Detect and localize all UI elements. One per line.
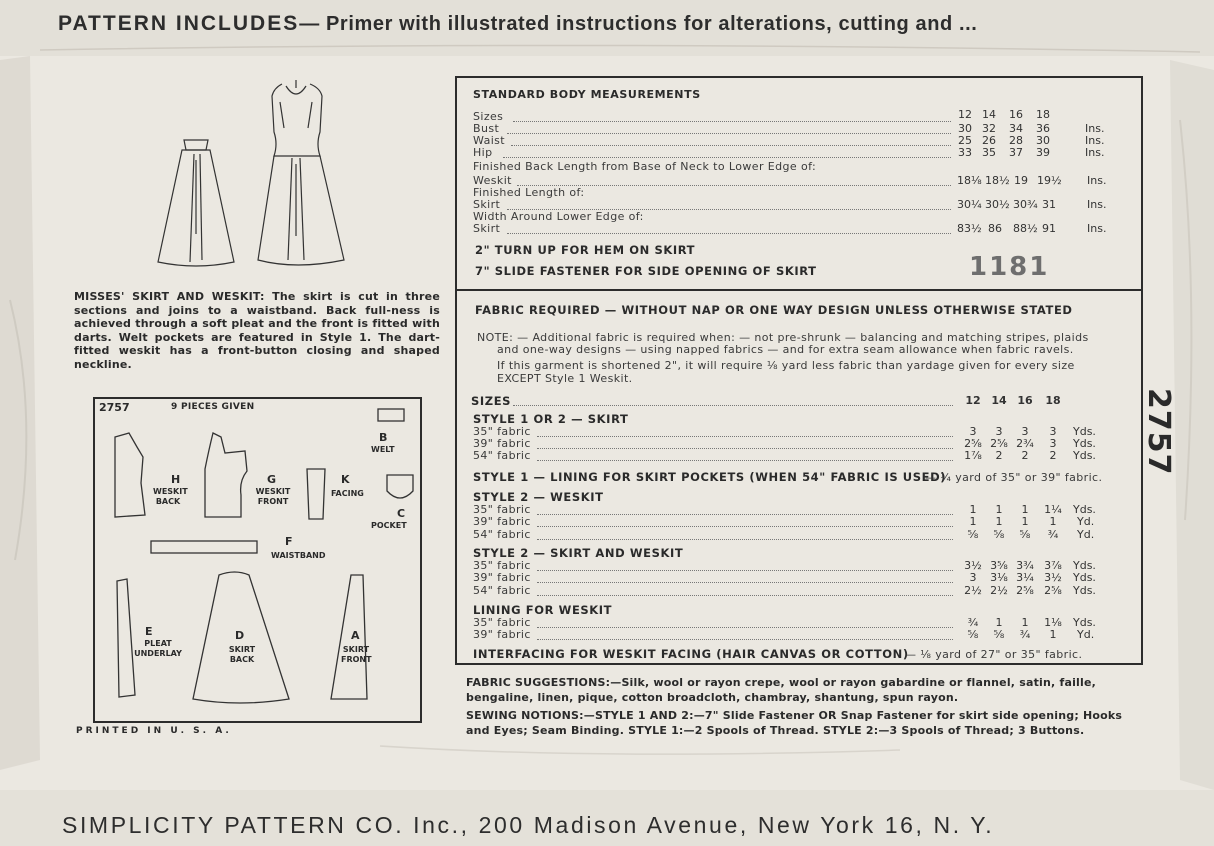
piece-h-letter: H xyxy=(171,473,181,486)
fabric-value: ⅝ xyxy=(967,628,979,641)
waist-value: 26 xyxy=(982,134,996,147)
piece-d-letter: D xyxy=(235,629,245,642)
fabric-value: 1⅛ xyxy=(1044,616,1062,629)
fabric-value: ¾ xyxy=(967,616,979,629)
fabric-value: 3 xyxy=(969,425,977,438)
skirt-width-label: Skirt xyxy=(473,222,501,235)
fabric-value: 1 xyxy=(995,503,1003,516)
fabric-note: NOTE: — Additional fabric is required when: — not pre-shrunk — balancing and matching stripes, plaids xyxy=(477,331,1089,344)
fabric-value: 1 xyxy=(1049,628,1057,641)
skirt-width-value: 86 xyxy=(988,222,1002,235)
piece-k-label: FACING xyxy=(331,489,364,498)
fabric-row-label: 35" fabric xyxy=(473,503,531,516)
piece-b-label: WELT xyxy=(371,445,395,454)
hip-label: Hip xyxy=(473,146,493,159)
fabric-value: 2¾ xyxy=(1016,437,1034,450)
bust-value: 30 xyxy=(958,122,972,135)
fabric-unit: Yds. xyxy=(1073,425,1096,438)
fabric-value: 3 xyxy=(969,571,977,584)
weskit-value: 18½ xyxy=(985,174,1010,187)
group-title: STYLE 1 OR 2 — SKIRT xyxy=(473,412,629,426)
size-14: 14 xyxy=(982,108,996,121)
hip-value: 33 xyxy=(958,146,972,159)
bust-label: Bust xyxy=(473,122,500,135)
fabric-value: 2⅝ xyxy=(1016,584,1034,597)
fabric-value: 2⅝ xyxy=(990,437,1008,450)
fabric-value: 2 xyxy=(1021,449,1029,462)
fabric-value: 3 xyxy=(1049,425,1057,438)
fabric-size: 12 xyxy=(965,394,981,407)
fabric-value: 1⅞ xyxy=(964,449,982,462)
skirt-length-value: 31 xyxy=(1042,198,1056,211)
hem-note: 2" TURN UP FOR HEM ON SKIRT xyxy=(475,243,696,257)
fabric-value: 3½ xyxy=(964,559,982,572)
fabric-value: 1¼ xyxy=(1044,503,1062,516)
pattern-pieces-diagram xyxy=(93,397,422,723)
size-16: 16 xyxy=(1009,108,1023,121)
waist-value: 25 xyxy=(958,134,972,147)
back-length-heading: Finished Back Length from Base of Neck to Lower Edge of: xyxy=(473,160,817,173)
fabric-note: and one-way designs — using napped fabrics — and for extra seam allowance when fabric ravels. xyxy=(497,343,1074,356)
fabric-value: ¾ xyxy=(1019,628,1031,641)
fabric-value: ⅝ xyxy=(967,528,979,541)
piece-g-label: WESKIT FRONT xyxy=(255,487,291,506)
skirt-width-value: 83½ xyxy=(957,222,982,235)
fabric-row-label: 54" fabric xyxy=(473,584,531,597)
fabric-value: 1 xyxy=(1021,616,1029,629)
fabric-box-bottom-rule xyxy=(455,663,1143,665)
fabric-row-label: 39" fabric xyxy=(473,571,531,584)
fabric-value: 3¼ xyxy=(1016,571,1034,584)
fabric-value: ¾ xyxy=(1047,528,1059,541)
piece-k-letter: K xyxy=(341,473,350,486)
skirt-length-value: 30¼ xyxy=(957,198,982,211)
fabric-row-label: 35" fabric xyxy=(473,559,531,572)
bust-value: 36 xyxy=(1036,122,1050,135)
style-number: 2757 xyxy=(1141,388,1176,476)
fabric-unit: Yds. xyxy=(1073,503,1096,516)
fabric-value: 3¾ xyxy=(1016,559,1034,572)
piece-g-letter: G xyxy=(267,473,277,486)
fabric-size: 14 xyxy=(991,394,1007,407)
fabric-value: 1 xyxy=(995,515,1003,528)
fabric-unit: Yds. xyxy=(1073,449,1096,462)
piece-a-label: SKIRT FRONT xyxy=(341,645,372,664)
hip-unit: Ins. xyxy=(1085,146,1105,159)
finished-length-heading: Finished Length of: xyxy=(473,186,585,199)
fabric-value: 3⅞ xyxy=(1044,559,1062,572)
fabric-value: 3⅝ xyxy=(990,559,1008,572)
bust-unit: Ins. xyxy=(1085,122,1105,135)
fabric-size: 16 xyxy=(1017,394,1033,407)
fabric-value: 3 xyxy=(995,425,1003,438)
skirt-width-value: 88½ xyxy=(1013,222,1038,235)
size-12: 12 xyxy=(958,108,972,121)
fabric-value: 1 xyxy=(969,503,977,516)
lining-pockets-title: STYLE 1 — LINING FOR SKIRT POCKETS (WHEN 54" FABRIC IS USED) xyxy=(473,470,947,484)
piece-h-label: WESKIT BACK xyxy=(153,487,188,506)
fabric-suggestions: FABRIC SUGGESTIONS:—Silk, wool or rayon crepe, wool or rayon gabardine or flannel, satin, faille, bengaline, linen, pique, cotton broadcloth, chambray, shantung, spun rayon. xyxy=(466,676,1097,704)
fabric-value: ⅝ xyxy=(993,528,1005,541)
fabric-unit: Yd. xyxy=(1077,515,1095,528)
group-title: STYLE 2 — WESKIT xyxy=(473,490,604,504)
fabric-unit: Yds. xyxy=(1073,559,1096,572)
fabric-value: 3½ xyxy=(1044,571,1062,584)
group-title: LINING FOR WESKIT xyxy=(473,603,613,617)
bust-value: 32 xyxy=(982,122,996,135)
fabric-row-label: 54" fabric xyxy=(473,528,531,541)
publisher-footer: SIMPLICITY PATTERN CO. Inc., 200 Madison Avenue, New York 16, N. Y. xyxy=(62,812,995,838)
piece-d-label: SKIRT BACK xyxy=(228,645,256,664)
fabric-row-label: 35" fabric xyxy=(473,425,531,438)
hip-value: 39 xyxy=(1036,146,1050,159)
fabric-note: EXCEPT Style 1 Weskit. xyxy=(497,372,633,385)
weskit-value: 18⅛ xyxy=(957,174,982,187)
hip-value: 37 xyxy=(1009,146,1023,159)
waist-value: 30 xyxy=(1036,134,1050,147)
fabric-note: If this garment is shortened 2", it will require ⅛ yard less fabric than yardage given for every size xyxy=(497,359,1075,372)
fabric-value: 3 xyxy=(1021,425,1029,438)
size-18: 18 xyxy=(1036,108,1050,121)
fabric-value: 1 xyxy=(995,616,1003,629)
fabric-row-label: 54" fabric xyxy=(473,449,531,462)
fabric-required-box xyxy=(455,291,1143,663)
piece-f-label: WAISTBAND xyxy=(271,551,326,560)
fabric-value: 3 xyxy=(1049,437,1057,450)
skirt-length-unit: Ins. xyxy=(1087,198,1107,211)
skirt-length-label: Skirt xyxy=(473,198,501,211)
pattern-description: MISSES' SKIRT AND WESKIT: The skirt is cut in three sections and joins to a waistband. Back full-ness is achieved through a soft pleat and the front is fitted with darts. Welt pockets are featured in Style 1. The dart-fitted weskit has a front-button closing and shaped neckline. xyxy=(74,290,440,371)
fabric-value: 2 xyxy=(995,449,1003,462)
fabric-value: 2⅝ xyxy=(1044,584,1062,597)
fastener-note: 7" SLIDE FASTENER FOR SIDE OPENING OF SKIRT xyxy=(475,264,817,278)
skirt-width-value: 91 xyxy=(1042,222,1056,235)
skirt-width-unit: Ins. xyxy=(1087,222,1107,235)
waist-label: Waist xyxy=(473,134,506,147)
fabric-value: 1 xyxy=(969,515,977,528)
measurements-title: STANDARD BODY MEASUREMENTS xyxy=(473,88,701,101)
interfacing-title: INTERFACING FOR WESKIT FACING (HAIR CANVAS OR COTTON) xyxy=(473,647,909,661)
fabric-unit: Yd. xyxy=(1077,628,1095,641)
pieces-given: 9 PIECES GIVEN xyxy=(171,402,255,412)
fabric-value: 1 xyxy=(1021,515,1029,528)
fabric-unit: Yds. xyxy=(1073,437,1096,450)
garment-illustration xyxy=(150,74,360,270)
fabric-sizes-label: SIZES xyxy=(471,394,512,408)
fabric-value: 2 xyxy=(1049,449,1057,462)
printed-in-usa: PRINTED IN U. S. A. xyxy=(76,726,232,736)
waist-value: 28 xyxy=(1009,134,1023,147)
fabric-value: 2½ xyxy=(990,584,1008,597)
weskit-label: Weskit xyxy=(473,174,512,187)
fabric-value: 1 xyxy=(1021,503,1029,516)
piece-c-label: POCKET xyxy=(371,521,407,530)
stamp-number: 1181 xyxy=(969,252,1050,282)
piece-e-letter: E xyxy=(145,625,153,638)
fabric-row-label: 39" fabric xyxy=(473,437,531,450)
group-title: STYLE 2 — SKIRT AND WESKIT xyxy=(473,546,684,560)
piece-f-letter: F xyxy=(285,535,293,548)
fabric-size: 18 xyxy=(1045,394,1061,407)
skirt-length-value: 30¾ xyxy=(1013,198,1038,211)
width-heading: Width Around Lower Edge of: xyxy=(473,210,644,223)
lining-pockets-value: — ¼ yard of 35" or 39" fabric. xyxy=(925,471,1103,484)
waist-unit: Ins. xyxy=(1085,134,1105,147)
piece-e-label: PLEAT UNDERLAY xyxy=(134,639,182,658)
weskit-unit: Ins. xyxy=(1087,174,1107,187)
fabric-unit: Yds. xyxy=(1073,584,1096,597)
bust-value: 34 xyxy=(1009,122,1023,135)
fabric-title: FABRIC REQUIRED — WITHOUT NAP OR ONE WAY DESIGN UNLESS OTHERWISE STATED xyxy=(475,303,1073,317)
fabric-unit: Yds. xyxy=(1073,571,1096,584)
interfacing-value: — ⅛ yard of 27" or 35" fabric. xyxy=(905,648,1083,661)
fabric-value: 3⅛ xyxy=(990,571,1008,584)
header-pattern-includes: PATTERN INCLUDES— Primer with illustrated instructions for alterations, cutting and ... xyxy=(58,12,978,35)
sizes-label: Sizes xyxy=(473,110,504,123)
fabric-value: 2⅝ xyxy=(964,437,982,450)
piece-b-letter: B xyxy=(379,431,388,444)
fabric-value: 2½ xyxy=(964,584,982,597)
fabric-row-label: 39" fabric xyxy=(473,628,531,641)
fabric-unit: Yd. xyxy=(1077,528,1095,541)
piece-a-letter: A xyxy=(351,629,360,642)
skirt-length-value: 30½ xyxy=(985,198,1010,211)
hip-value: 35 xyxy=(982,146,996,159)
fabric-row-label: 39" fabric xyxy=(473,515,531,528)
piece-c-letter: C xyxy=(397,507,406,520)
fabric-unit: Yds. xyxy=(1073,616,1096,629)
weskit-value: 19 xyxy=(1014,174,1028,187)
fabric-value: 1 xyxy=(1049,515,1057,528)
weskit-value: 19½ xyxy=(1037,174,1062,187)
fabric-value: ⅝ xyxy=(993,628,1005,641)
fabric-value: ⅝ xyxy=(1019,528,1031,541)
fabric-row-label: 35" fabric xyxy=(473,616,531,629)
pieces-number: 2757 xyxy=(99,401,130,414)
sewing-notions: SEWING NOTIONS:—STYLE 1 AND 2:—7" Slide Fastener OR Snap Fastener for skirt side opening; Hooks and Eyes; Seam Binding. STYLE 1:—2 Spools of Thread. STYLE 2:—3 Spools of Thread; 3 Buttons. xyxy=(466,709,1123,737)
measurements-box xyxy=(455,76,1143,291)
